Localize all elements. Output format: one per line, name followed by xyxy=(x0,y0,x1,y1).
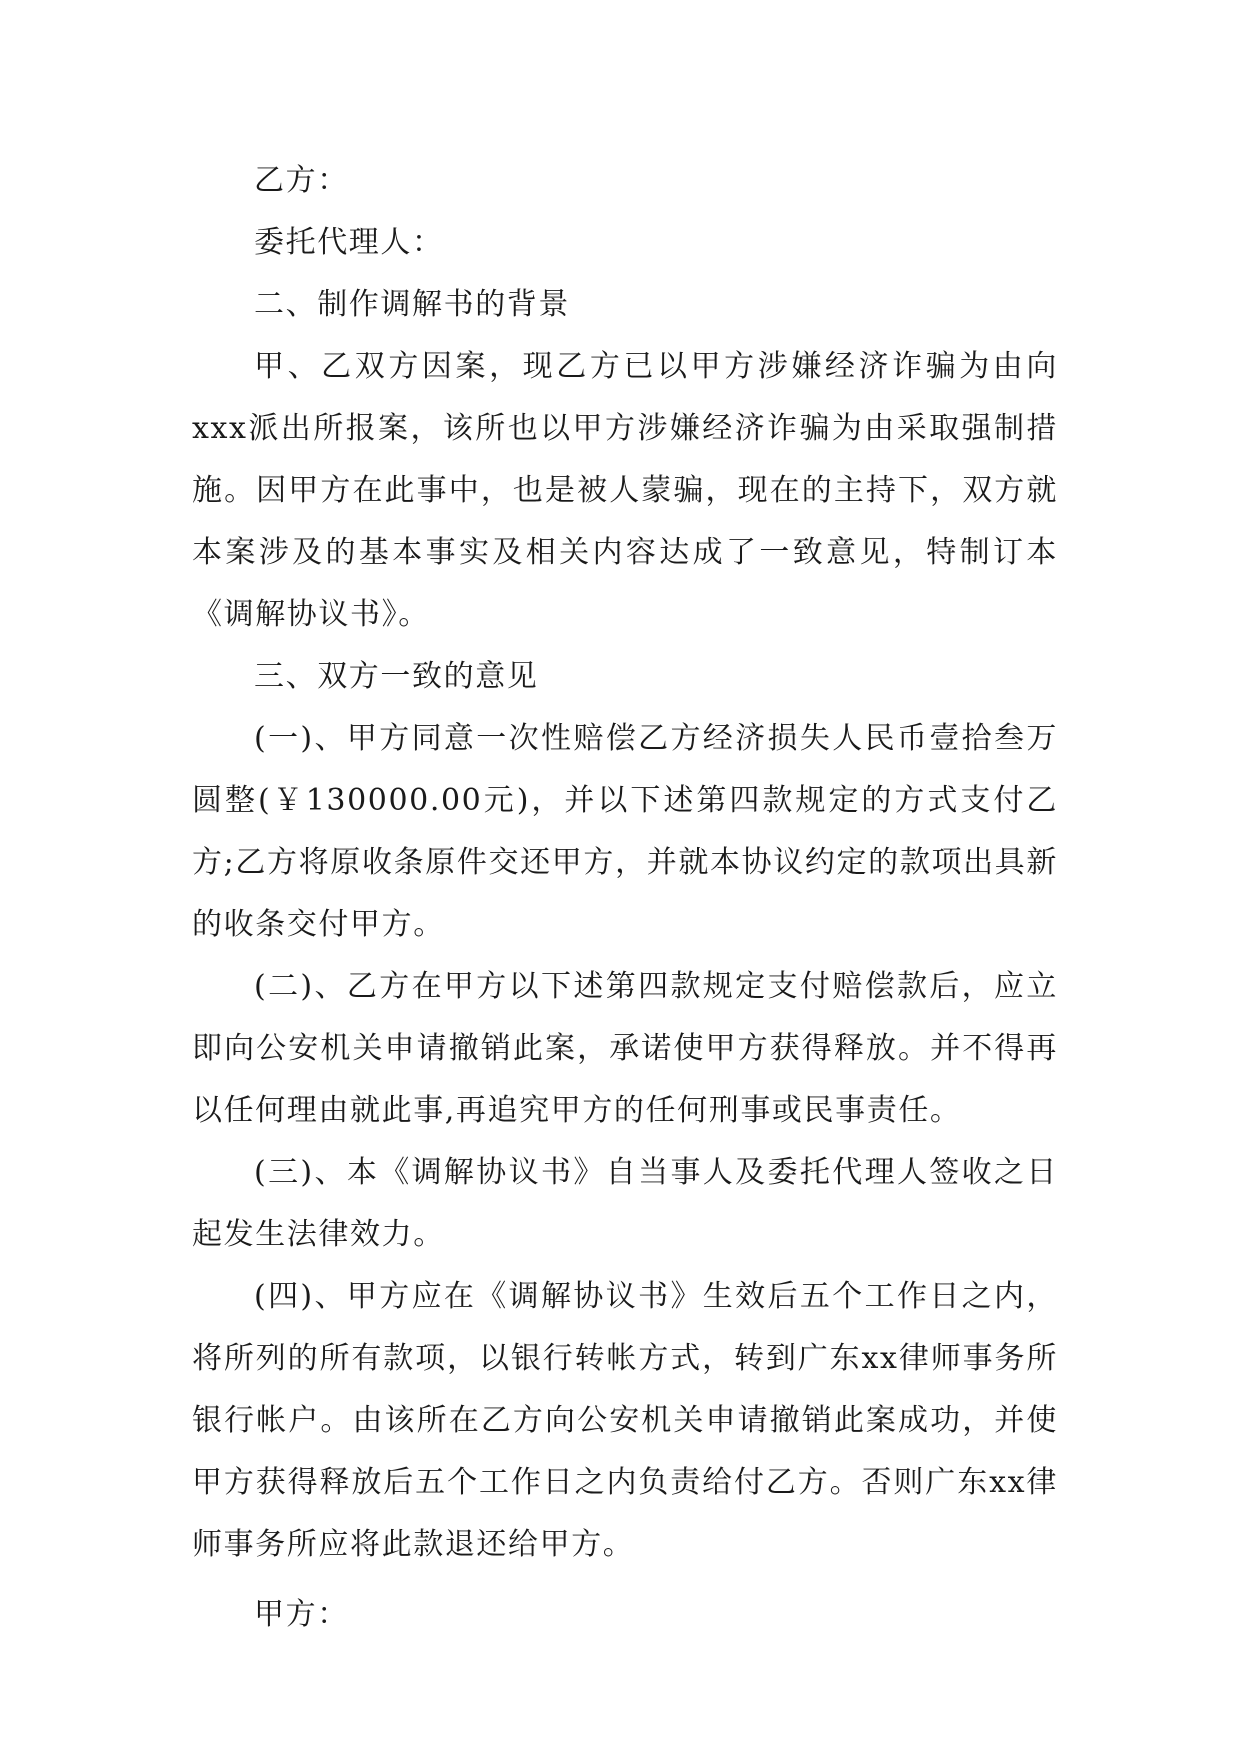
document-body xyxy=(192,150,1058,1646)
agent-label: 委托代理人： xyxy=(254,225,444,260)
clause-three: (三)、本《调解协议书》自当事人及委托代理人签收之日起发生法律效力。 xyxy=(192,1155,1058,1252)
clause-two: (二)、乙方在甲方以下述第四款规定支付赔偿款后，应立即向公安机关申请撤销此案，承诺使甲方获得释放。并不得再以任何理由就此事,再追究甲方的任何刑事或民事责任。 xyxy=(192,969,1058,1128)
party-a-signature-label: 甲方： xyxy=(254,1597,349,1632)
clause-four: (四)、甲方应在《调解协议书》生效后五个工作日之内，将所列的所有款项，以银行转帐方式，转到广东xx律师事务所银行帐户。由该所在乙方向公安机关申请撤销此案成功，并使甲方获得释放后五个工作日之内负责给付乙方。否则广东xx律师事务所应将此款退还给甲方。 xyxy=(192,1279,1058,1562)
background-paragraph: 甲、乙双方因案，现乙方已以甲方涉嫌经济诈骗为由向xxx派出所报案，该所也以甲方涉嫌经济诈骗为由采取强制措施。因甲方在此事中，也是被人蒙骗，现在的主持下，双方就本案涉及的基本事实及相关内容达成了一致意见，特制订本《调解协议书》。 xyxy=(192,349,1058,632)
party-b-label: 乙方： xyxy=(254,163,349,198)
section-two-heading: 二、制作调解书的背景 xyxy=(254,287,570,322)
section-three-heading: 三、双方一致的意见 xyxy=(254,659,539,694)
clause-one: (一)、甲方同意一次性赔偿乙方经济损失人民币壹拾叁万圆整(￥130000.00元)，并以下述第四款规定的方式支付乙方;乙方将原收条原件交还甲方，并就本协议约定的款项出具新的收条交付甲方。 xyxy=(192,721,1058,942)
